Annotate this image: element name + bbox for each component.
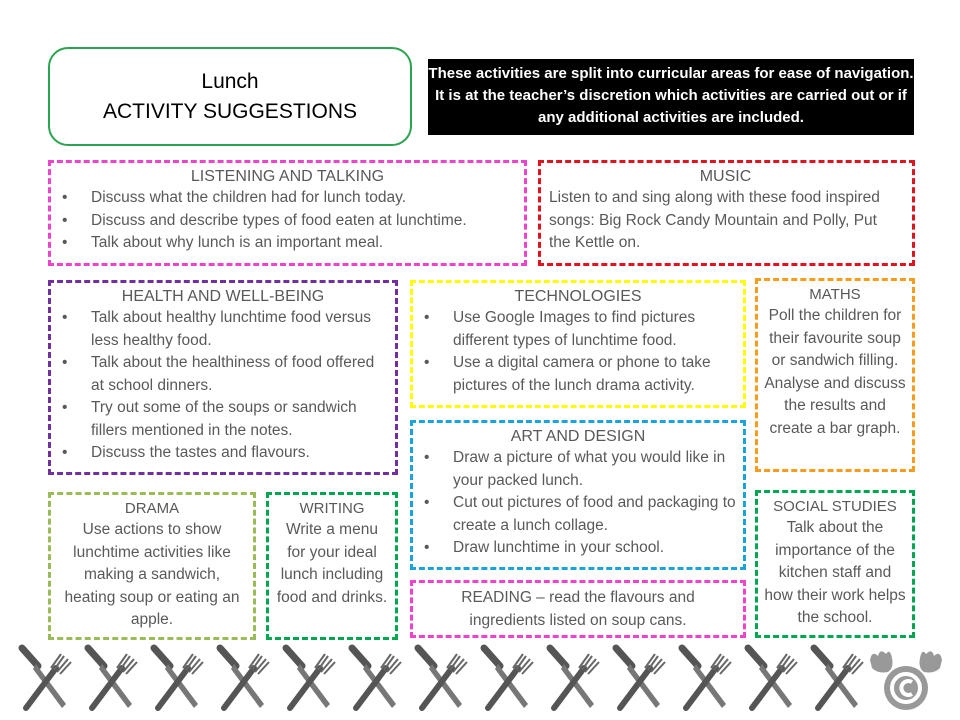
- knife-fork-crossed-icon: [616, 648, 665, 708]
- section-heading: SOCIAL STUDIES: [773, 498, 897, 515]
- utensil-border: [18, 642, 868, 716]
- knife-fork-crossed-icon: [682, 648, 731, 708]
- knife-fork-crossed-icon: [352, 648, 401, 708]
- drama-section: [48, 492, 256, 640]
- listening-talking-section: [48, 160, 527, 266]
- list-item: • Draw a picture of what you would like in your packed lunch.: [421, 447, 739, 492]
- list-item: • Discuss and describe types of food eaten at lunchtime.: [59, 210, 520, 233]
- knife-fork-crossed-icon: [88, 648, 137, 708]
- title-box: [48, 47, 412, 146]
- section-text: Use actions to show lunchtime activities like making a sandwich, heating soup or eating an apple.: [64, 521, 240, 628]
- list-item: • Talk about the healthiness of food offered at school dinners.: [59, 352, 381, 397]
- knife-fork-crossed-icon: [22, 648, 71, 708]
- title-subtitle: ACTIVITY SUGGESTIONS: [103, 99, 357, 123]
- section-heading: TECHNOLOGIES: [514, 288, 642, 305]
- section-heading: DRAMA: [124, 500, 180, 517]
- knife-fork-crossed-icon: [484, 648, 533, 708]
- list-item: • Draw lunchtime in your school.: [421, 537, 739, 560]
- knife-fork-crossed-icon: [748, 648, 797, 708]
- music-section: [538, 160, 915, 266]
- knife-fork-crossed-icon: [220, 648, 269, 708]
- maths-section: [755, 278, 915, 472]
- intro-note: These activities are split into curricular areas for ease of navigation. It is at the teacher’s discretion which activities are carried out or if any additional activities are included.: [428, 59, 914, 135]
- section-text: Talk about the importance of the kitchen staff and how their work helps the school.: [764, 519, 906, 626]
- section-heading: MATHS: [809, 286, 861, 303]
- section-heading: MUSIC: [699, 168, 752, 185]
- moose-copyright-logo: [866, 646, 946, 716]
- section-text: Write a menu for your ideal lunch including food and drinks.: [276, 521, 388, 606]
- section-text: Poll the children for their favourite soup or sandwich filling. Analyse and discuss the results and create a bar graph.: [764, 307, 906, 437]
- list-item: • Use Google Images to find pictures different types of lunchtime food.: [421, 307, 739, 352]
- title-topic: Lunch: [201, 69, 259, 93]
- knife-fork-crossed-icon: [814, 648, 863, 708]
- section-heading: HEALTH AND WELL-BEING: [121, 288, 325, 305]
- list-item: • Use a digital camera or phone to take pictures of the lunch drama activity.: [421, 352, 739, 397]
- list-item: • Try out some of the soups or sandwich fillers mentioned in the notes.: [59, 397, 381, 442]
- health-wellbeing-section: [48, 280, 398, 475]
- list-item: • Talk about healthy lunchtime food versus less healthy food.: [59, 307, 381, 352]
- section-text: READING – read the flavours and ingredients listed on soup cans.: [461, 589, 695, 629]
- knife-fork-crossed-icon: [286, 648, 335, 708]
- knife-fork-crossed-icon: [550, 648, 599, 708]
- section-text: Listen to and sing along with these food inspired songs: Big Rock Candy Mountain and Polly, Put the Kettle on.: [549, 189, 880, 251]
- technologies-section: [410, 280, 746, 408]
- knife-fork-crossed-icon: [154, 648, 203, 708]
- writing-section: [266, 492, 398, 640]
- list-item: • Discuss the tastes and flavours.: [59, 442, 381, 465]
- section-heading: ART AND DESIGN: [510, 428, 646, 445]
- list-item: • Cut out pictures of food and packaging to create a lunch collage.: [421, 492, 739, 537]
- knife-fork-crossed-icon: [418, 648, 467, 708]
- reading-section: [410, 580, 746, 638]
- section-heading: WRITING: [299, 500, 365, 517]
- social-studies-section: [755, 490, 915, 638]
- art-design-section: [410, 420, 746, 570]
- section-heading: LISTENING AND TALKING: [190, 168, 385, 185]
- list-item: • Discuss what the children had for lunch today.: [59, 187, 520, 210]
- list-item: • Talk about why lunch is an important meal.: [59, 232, 520, 255]
